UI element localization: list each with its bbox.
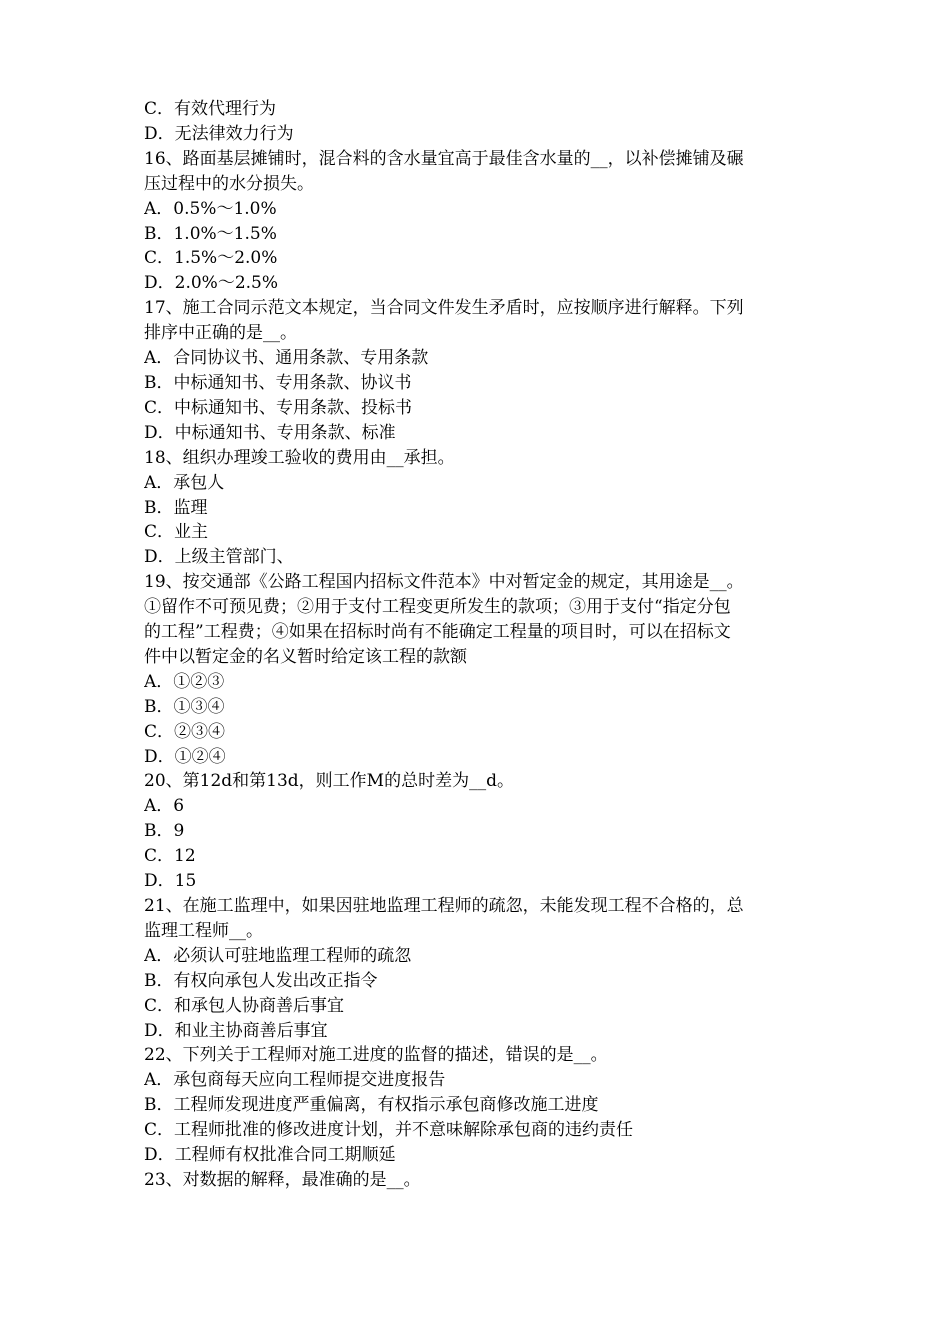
option-d-q15: D．无法律效力行为 bbox=[144, 123, 294, 144]
option-a-q18: A．承包人 bbox=[144, 472, 225, 493]
option-d-q19: D．①②④ bbox=[144, 746, 226, 767]
question-19-line-1: 19、按交通部《公路工程国内招标文件范本》中对暂定金的规定，其用途是__。 bbox=[144, 572, 744, 593]
option-b-q17: B．中标通知书、专用条款、协议书 bbox=[144, 372, 412, 393]
option-b-q18: B．监理 bbox=[144, 497, 208, 518]
option-a-q20: A．6 bbox=[144, 796, 185, 817]
option-d-q17: D．中标通知书、专用条款、标准 bbox=[144, 422, 396, 443]
option-a-q19: A．①②③ bbox=[144, 671, 225, 692]
option-d-q16: D．2.0%～2.5% bbox=[144, 273, 279, 294]
option-d-q21: D．和业主协商善后事宜 bbox=[144, 1020, 328, 1041]
question-19-line-2: ①留作不可预见费；②用于支付工程变更所发生的款项；③用于支付“指定分包 bbox=[144, 597, 731, 618]
question-16-line-1: 16、路面基层摊铺时，混合料的含水量宜高于最佳含水量的__，以补偿摊铺及碾 bbox=[144, 148, 744, 169]
option-d-q20: D．15 bbox=[144, 871, 197, 892]
question-19-line-3: 的工程”工程费；④如果在招标时尚有不能确定工程量的项目时，可以在招标文 bbox=[144, 622, 731, 643]
question-17-line-1: 17、施工合同示范文本规定，当合同文件发生矛盾时，应按顺序进行解释。下列 bbox=[144, 298, 744, 319]
question-20: 20、第12d和第13d，则工作M的总时差为__d。 bbox=[144, 771, 514, 792]
option-a-q17: A．合同协议书、通用条款、专用条款 bbox=[144, 348, 429, 369]
option-c-q20: C．12 bbox=[144, 846, 196, 867]
option-c-q21: C．和承包人协商善后事宜 bbox=[144, 995, 345, 1016]
option-b-q20: B．9 bbox=[144, 821, 185, 842]
question-21-line-1: 21、在施工监理中，如果因驻地监理工程师的疏忽，未能发现工程不合格的，总 bbox=[144, 896, 744, 916]
question-21-line-2: 监理工程师__。 bbox=[144, 920, 263, 941]
option-c-q15: C．有效代理行为 bbox=[144, 99, 277, 119]
question-19-line-4: 件中以暂定金的名义暂时给定该工程的款额 bbox=[144, 646, 467, 667]
question-16-line-2: 压过程中的水分损失。 bbox=[144, 173, 314, 194]
option-c-q16: C．1.5%～2.0% bbox=[144, 248, 278, 269]
option-b-q16: B．1.0%～1.5% bbox=[144, 223, 277, 244]
question-18: 18、组织办理竣工验收的费用由__承担。 bbox=[144, 447, 455, 468]
question-22: 22、下列关于工程师对施工进度的监督的描述，错误的是__。 bbox=[144, 1045, 608, 1066]
option-c-q18: C．业主 bbox=[144, 522, 209, 543]
option-b-q21: B．有权向承包人发出改正指令 bbox=[144, 970, 378, 991]
option-c-q17: C．中标通知书、专用条款、投标书 bbox=[144, 397, 413, 418]
option-a-q22: A．承包商每天应向工程师提交进度报告 bbox=[144, 1070, 446, 1091]
option-c-q19: C．②③④ bbox=[144, 721, 226, 742]
option-c-q22: C．工程师批准的修改进度计划，并不意味解除承包商的违约责任 bbox=[144, 1120, 634, 1141]
option-d-q18: D．上级主管部门、 bbox=[144, 547, 294, 568]
question-17-line-2: 排序中正确的是__。 bbox=[144, 323, 297, 344]
option-d-q22: D．工程师有权批准合同工期顺延 bbox=[144, 1145, 396, 1166]
option-b-q19: B．①③④ bbox=[144, 696, 225, 717]
document-page bbox=[144, 97, 824, 1193]
option-a-q16: A．0.5%～1.0% bbox=[144, 198, 277, 219]
option-a-q21: A．必须认可驻地监理工程师的疏忽 bbox=[144, 945, 412, 966]
option-b-q22: B．工程师发现进度严重偏离，有权指示承包商修改施工进度 bbox=[144, 1095, 599, 1116]
question-23: 23、对数据的解释，最准确的是__。 bbox=[144, 1169, 421, 1190]
